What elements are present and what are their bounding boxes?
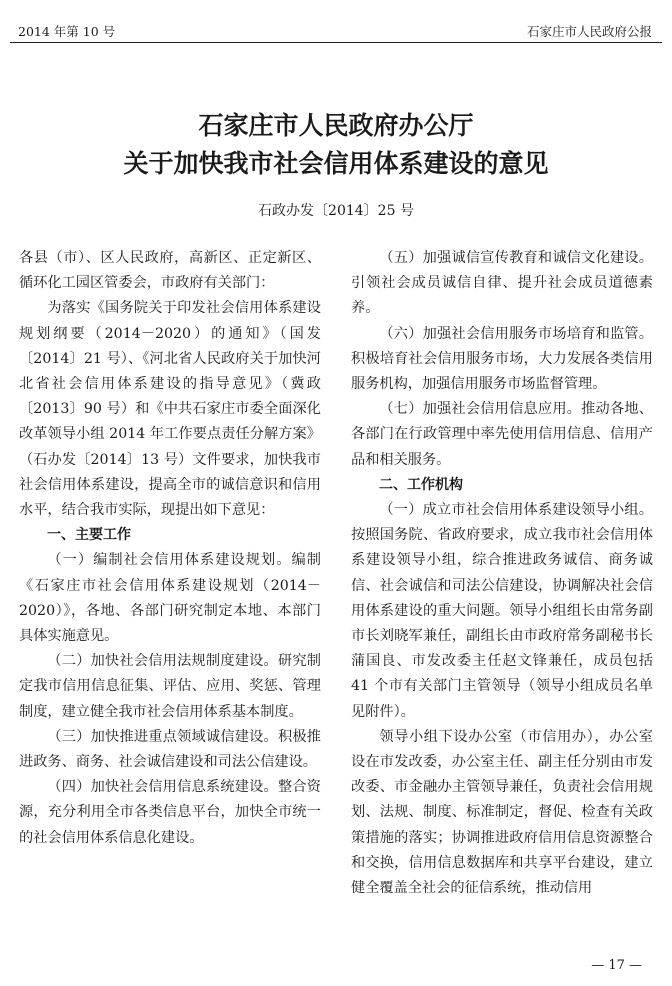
office-paragraph: 领导小组下设办公室（市信用办），办公室设在市发改委，办公室主任、副主任分别由市发改委、市金融办主管领导兼任，负责社会信用规划、法规、制度、标准制定，督促、检查有关政策措施的落实；协调推进政府信用信息资源整合和交换，信用信息数据库和共享平台建设，建立健全覆盖全社会的征信系统，推动信用	[351, 728, 653, 897]
issue-number: 2014 年第 10 号	[18, 24, 116, 39]
item-4-body: 整合资源，充分利用全市各类信息平台，加快全市统一的社会信用体系信息化建设。	[19, 779, 321, 846]
right-column	[351, 246, 653, 901]
item-2-paragraph	[19, 649, 321, 725]
document-title-line-2: 关于加快我市社会信用体系建设的意见	[123, 149, 549, 178]
left-column	[19, 246, 321, 851]
section-heading-main-work: 一、主要工作	[47, 527, 131, 544]
item-5-title: （五）加强诚信宣传教育和诚信文化建设。	[379, 250, 653, 266]
item-1-title: （一）编制社会信用体系建设规划。	[47, 552, 292, 569]
publication-name: 石家庄市人民政府公报	[526, 24, 652, 39]
item-3-body: 积极推进政务、商务、社会诚信建设和司法公信建设。	[19, 728, 321, 771]
item-4-paragraph	[19, 775, 321, 851]
intro-paragraph: 为落实《国务院关于印发社会信用体系建设规划纲要（2014－2020）的通知》（国发〔2014〕21 号）、《河北省人民政府关于加快河北省社会信用体系建设的指导意见》（冀政〔2013〕90 号）和《中共石家庄市委全面深化改革领导小组 2014 年工作要点责任分解方案》（石办发〔2014〕13 号）文件要求，加快我市社会信用体系建设，提高全市的诚信意识和信用水平，结合我市实际，现提出如下意见：	[19, 300, 321, 519]
page-number: — 17 —	[591, 958, 642, 973]
agency-item-1-body: 按照国务院、省政府要求，成立我市社会信用体系建设领导小组，综合推进政务诚信、商务诚信、社会诚信和司法公信建设，协调解决社会信用体系建设的重大问题。领导小组组长由常务副市长刘晓军兼任，副组长由市政府常务副秘书长蒲国良、市发改委主任赵文锋兼任，成员包括 41 个市有关部门主管领导（领导小组成员名单见附件）。	[351, 527, 653, 720]
item-2-body: 研究制定我市信用信息征集、评估、应用、奖惩、管理制度，建立健全我市社会信用体系基本制度。	[19, 653, 321, 720]
item-1-body: 编制《石家庄市社会信用体系建设规划（2014－2020）》，各地、各部门研究制定本地、本部门具体实施意见。	[19, 552, 321, 645]
document-number: 石政办发〔2014〕25 号	[258, 203, 414, 219]
agency-item-1-title: （一）成立市社会信用体系建设领导小组。	[379, 502, 653, 519]
header-rule	[10, 42, 662, 43]
item-1-paragraph	[19, 548, 321, 649]
item-5-paragraph	[351, 246, 653, 322]
item-7-title: （七）加强社会信用信息应用。	[379, 401, 582, 418]
item-7-paragraph	[351, 397, 653, 473]
item-2-title: （二）加快社会信用法规制度建设。	[47, 653, 278, 670]
item-6-title: （六）加强社会信用服务市场培育和监管。	[379, 325, 653, 342]
addressee-paragraph: 各县（市）、区人民政府，高新区、正定新区、循环化工园区管委会，市政府有关部门：	[19, 250, 321, 292]
item-5-body: 引领社会成员诚信自律、提升社会成员道德素养。	[351, 275, 653, 317]
item-6-body: 积极培育社会信用服务市场，大力发展各类信用服务机构，加强信用服务市场监督管理。	[351, 350, 653, 393]
section-heading-work-agency: 二、工作机构	[379, 476, 463, 493]
agency-item-1-paragraph	[351, 498, 653, 725]
item-3-title: （三）加快推进重点领域诚信建设。	[47, 728, 278, 745]
document-title-line-1: 石家庄市人民政府办公厅	[198, 111, 474, 140]
item-3-paragraph	[19, 725, 321, 775]
item-7-body: 推动各地、各部门在行政管理中率先使用信用信息、信用产品和相关服务。	[351, 401, 653, 468]
item-4-title: （四）加快社会信用信息系统建设。	[47, 779, 278, 796]
item-6-paragraph	[351, 322, 653, 398]
